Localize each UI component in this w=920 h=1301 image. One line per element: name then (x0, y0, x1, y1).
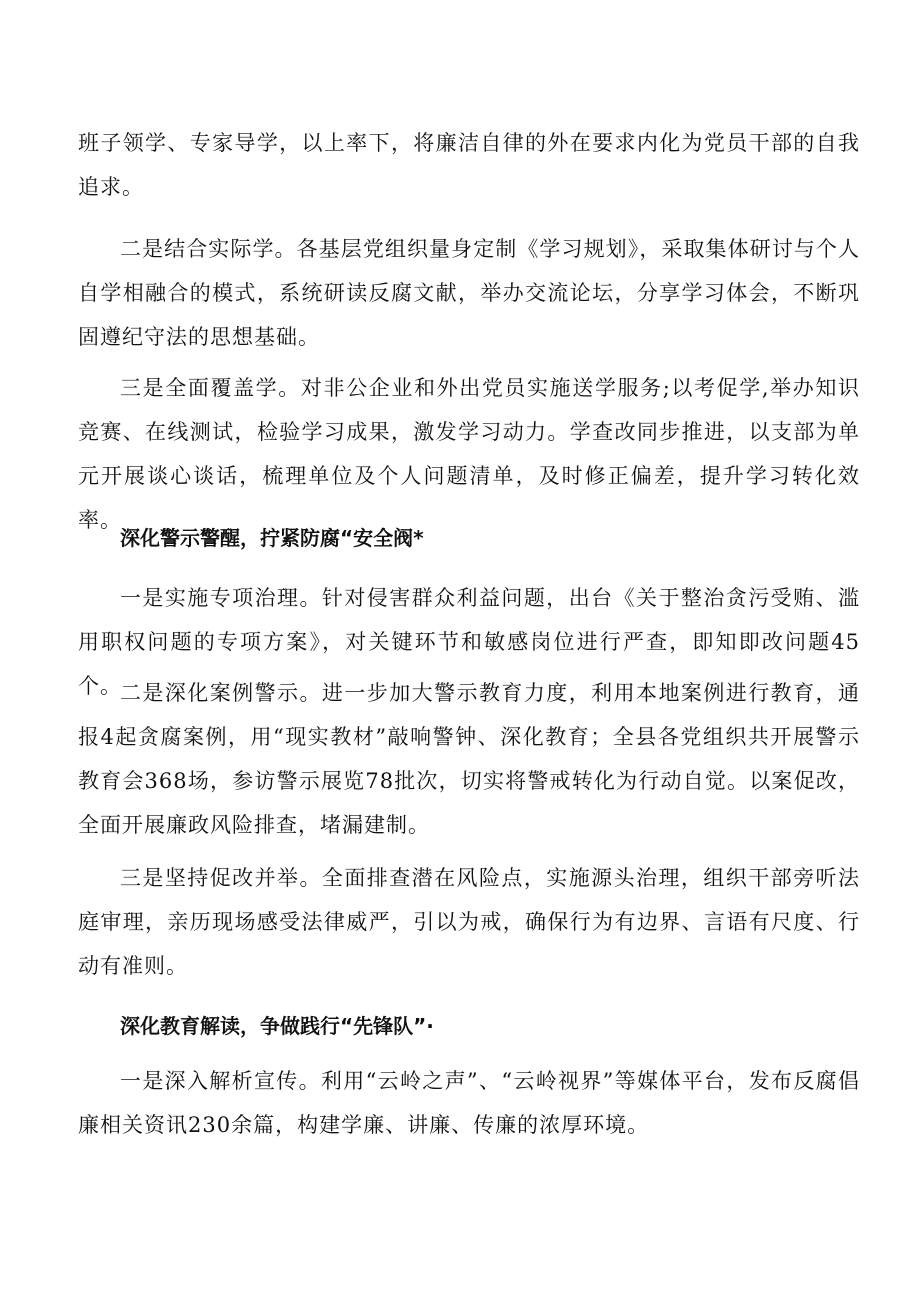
paragraph-special-governance: 一是实施专项治理。针对侵害群众利益问题，出台《关于整治贪污受贿、滥用职权问题的专项方案》，对关键环节和敏感岗位进行严查，即知即改问题45个。 (78, 586, 860, 698)
section-heading-education: 深化教育解读，争做践行“先锋队”· (120, 1014, 434, 1038)
paragraph-full-coverage-study: 三是全面覆盖学。对非公企业和外出党员实施送学服务;以考促学,举办知识竞赛、在线测试，检验学习成果，激发学习动力。学查改同步推进，以支部为单元开展谈心谈话，梳理单位及个人问题清单，及时修正偏差，提升学习转化效率。 (78, 376, 860, 532)
paragraph-leadership-study: 班子领学、专家导学，以上率下，将廉洁自律的外在要求内化为党员干部的自我追求。 (78, 131, 860, 199)
section-heading-warning: 深化警示警醒，拧紧防腐“安全阀* (120, 526, 424, 550)
paragraph-practical-study: 二是结合实际学。各基层党组织量身定制《学习规划》，采取集体研讨与个人自学相融合的模式，系统研读反腐文献，举办交流论坛，分享学习体会，不断巩固遵纪守法的思想基础。 (78, 237, 860, 349)
paragraph-reform-together: 三是坚持促改并举。全面排查潜在风险点，实施源头治理，组织干部旁听法庭审理，亲历现场感受法律威严，引以为戒，确保行为有边界、言语有尺度、行动有准则。 (78, 866, 860, 978)
paragraph-publicity: 一是深入解析宣传。利用“云岭之声”、“云岭视界”等媒体平台，发布反腐倡廉相关资讯230余篇，构建学廉、讲廉、传廉的浓厚环境。 (78, 1069, 860, 1137)
paragraph-case-warning: 二是深化案例警示。进一步加大警示教育力度，利用本地案例进行教育，通报4起贪腐案例，用“现实教材”敲响警钟、深化教育；全县各党组织共开展警示教育会368场，参访警示展览78批次，切实将警戒转化为行动自觉。以案促改，全面开展廉政风险排查，堵漏建制。 (78, 681, 860, 837)
